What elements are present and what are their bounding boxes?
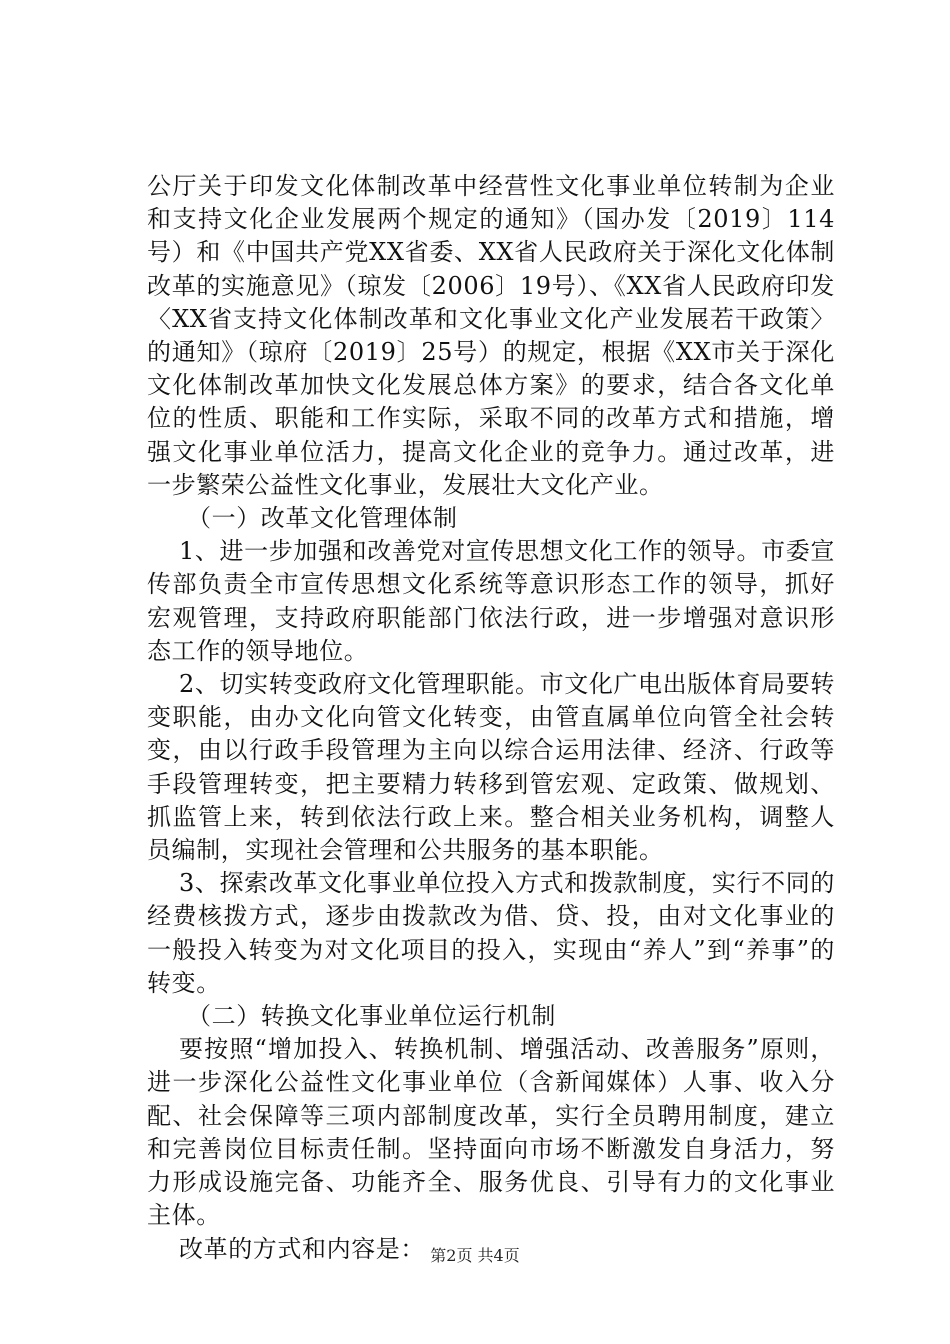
section-heading-1: （一）改革文化管理体制 xyxy=(187,504,458,533)
paragraph-principles: 要按照“增加投入、转换机制、增强活动、改善服务”原则，进一步深化公益性文化事业单位（含新闻媒体）人事、收入分配、社会保障等三项内部制度改革，实行全员聘用制度，建立和完善岗位目标责任制。坚持面向市场不断激发自身活力，努力形成设施完备、功能齐全、服务优良、引导有力的文化事业主体。 xyxy=(147,1035,835,1230)
paragraph-item-2: 2、切实转变政府文化管理职能。市文化广电出版体育局要转变职能，由办文化向管文化转变，由管直属单位向管全社会转变，由以行政手段管理为主向以综合运用法律、经济、行政等手段管理转变，把主要精力转移到管宏观、定政策、做规划、抓监管上来，转到依法行政上来。整合相关业务机构，调整人员编制，实现社会管理和公共服务的基本职能。 xyxy=(147,670,835,865)
paragraph-method-intro: 改革的方式和内容是： xyxy=(179,1234,425,1263)
page-footer: 第2页 共4页 xyxy=(430,1246,520,1265)
paragraph-item-1: 1、进一步加强和改善党对宣传思想文化工作的领导。市委宣传部负责全市宣传思想文化系统等意识形态工作的领导，抓好宏观管理，支持政府职能部门依法行政，进一步增强对意识形态工作的领导地位。 xyxy=(147,537,835,665)
document-body xyxy=(147,170,835,1266)
section-heading-2: （二）转换文化事业单位运行机制 xyxy=(187,1002,556,1031)
paragraph-intro: 公厅关于印发文化体制改革中经营性文化事业单位转制为企业和支持文化企业发展两个规定的通知》（国办发〔2019〕114号）和《中国共产党XX省委、XX省人民政府关于深化文化体制改革的实施意见》（琼发〔2006〕19号）、《XX省人民政府印发〈XX省支持文化体制改革和文化事业文化产业发展若干政策〉的通知》（琼府〔2019〕25号）的规定，根据《XX市关于深化文化体制改革加快文化发展总体方案》的要求，结合各文化单位的性质、职能和工作实际，采取不同的改革方式和措施，增强文化事业单位活力，提高文化企业的竞争力。通过改革，进一步繁荣公益性文化事业，发展壮大文化产业。 xyxy=(147,172,835,499)
paragraph-item-3: 3、探索改革文化事业单位投入方式和拨款制度，实行不同的经费核拨方式，逐步由拨款改为借、贷、投，由对文化事业的一般投入转变为对文化项目的投入，实现由“养人”到“养事”的转变。 xyxy=(147,869,835,997)
